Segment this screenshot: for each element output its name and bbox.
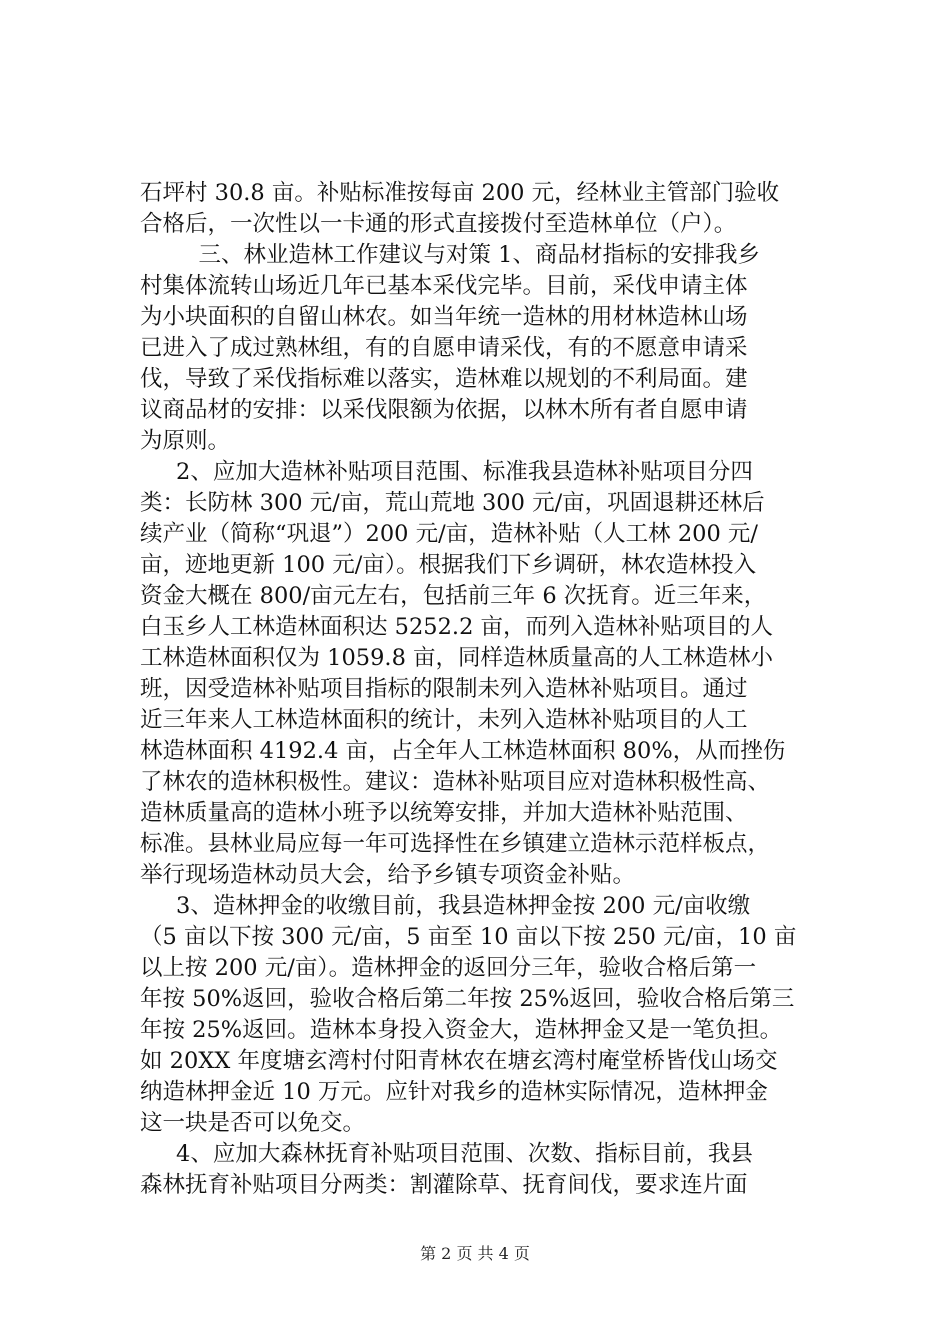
text-line: 以上按 200 元/亩）。造林押金的返回分三年，验收合格后第一 [140, 955, 757, 981]
text-line: 为小块面积的自留山林农。如当年统一造林的用材林造林山场 [140, 304, 748, 330]
paragraph-heading-line: 三、林业造林工作建议与对策 1、商品材指标的安排我乡 [176, 242, 760, 268]
text-line: 班，因受造林补贴项目指标的限制未列入造林补贴项目。通过 [140, 676, 748, 702]
text-line: 议商品材的安排：以采伐限额为依据，以林木所有者自愿申请 [140, 397, 748, 423]
text-line: 白玉乡人工林造林面积达 5252.2 亩，而列入造林补贴项目的人 [140, 614, 774, 640]
text-line: 类：长防林 300 元/亩，荒山荒地 300 元/亩，巩固退耕还林后 [140, 490, 765, 516]
text-line: 这一块是否可以免交。 [140, 1110, 366, 1136]
text-line: 村集体流转山场近几年已基本采伐完毕。目前，采伐申请主体 [140, 273, 748, 299]
text-line: 森林抚育补贴项目分两类：割灌除草、抚育间伐，要求连片面 [140, 1172, 748, 1198]
text-line: 资金大概在 800/亩元左右，包括前三年 6 次抚育。近三年来， [140, 583, 767, 609]
paragraph-first-line: 3、造林押金的收缴目前，我县造林押金按 200 元/亩收缴 [176, 893, 751, 919]
text-line: 标准。县林业局应每一年可选择性在乡镇建立造林示范样板点， [140, 831, 771, 857]
text-line: 已进入了成过熟林组，有的自愿申请采伐，有的不愿意申请采 [140, 335, 748, 361]
text-line: 造林质量高的造林小班予以统筹安排，并加大造林补贴范围、 [140, 800, 748, 826]
text-line: 合格后，一次性以一卡通的形式直接拨付至造林单位（户）。 [140, 211, 737, 237]
text-line: 如 20XX 年度塘玄湾村付阳青林农在塘玄湾村庵堂桥皆伐山场交 [140, 1048, 778, 1074]
page-number-footer: 第 2 页 共 4 页 [420, 1244, 530, 1263]
paragraph-first-line: 4、应加大森林抚育补贴项目范围、次数、指标目前，我县 [176, 1141, 753, 1167]
text-line: （5 亩以下按 300 元/亩，5 亩至 10 亩以下按 250 元/亩，10 亩 [140, 924, 797, 950]
text-line: 石坪村 30.8 亩。补贴标准按每亩 200 元，经林业主管部门验收 [140, 180, 780, 206]
text-line: 纳造林押金近 10 万元。应针对我乡的造林实际情况，造林押金 [140, 1079, 768, 1105]
text-line: 续产业（简称“巩退”）200 元/亩，造林补贴（人工林 200 元/ [140, 521, 759, 547]
text-line: 伐，导致了采伐指标难以落实，造林难以规划的不利局面。建 [140, 366, 748, 392]
text-line: 年按 50%返回，验收合格后第二年按 25%返回，验收合格后第三 [140, 986, 795, 1012]
text-line: 亩，迹地更新 100 元/亩）。根据我们下乡调研，林农造林投入 [140, 552, 757, 578]
text-line: 近三年来人工林造林面积的统计，未列入造林补贴项目的人工 [140, 707, 748, 733]
text-line: 举行现场造林动员大会，给予乡镇专项资金补贴。 [140, 862, 636, 888]
text-line: 工林造林面积仅为 1059.8 亩，同样造林质量高的人工林造林小 [140, 645, 774, 671]
text-line: 林造林面积 4192.4 亩，占全年人工林造林面积 80%，从而挫伤 [140, 738, 786, 764]
text-line: 为原则。 [140, 428, 231, 454]
text-line: 年按 25%返回。造林本身投入资金大，造林押金又是一笔负担。 [140, 1017, 783, 1043]
paragraph-first-line: 2、应加大造林补贴项目范围、标准我县造林补贴项目分四 [176, 459, 753, 485]
text-line: 了林农的造林积极性。建议：造林补贴项目应对造林积极性高、 [140, 769, 771, 795]
